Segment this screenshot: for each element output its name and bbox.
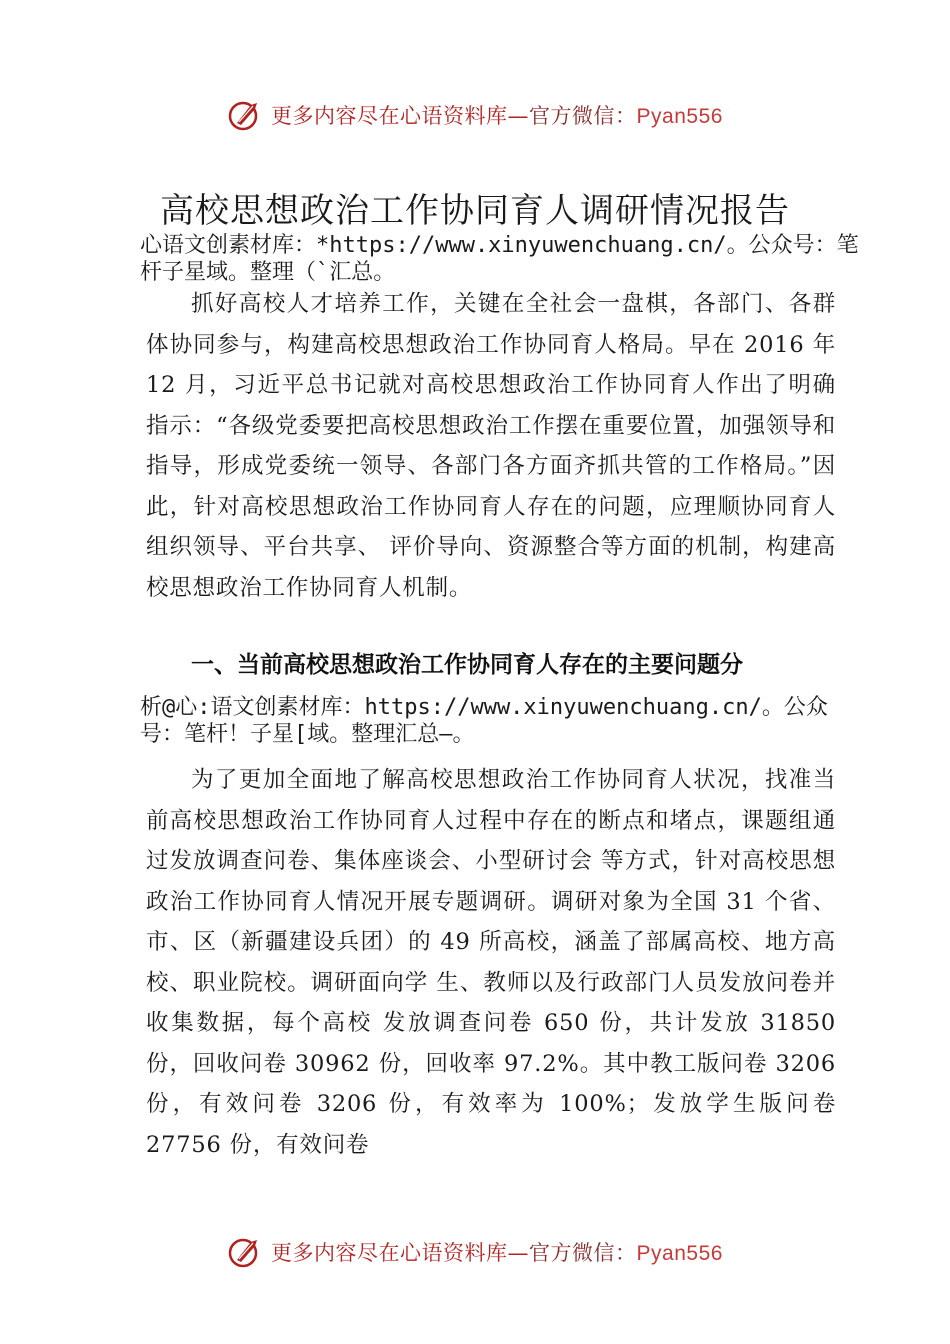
banner-main: 更多内容尽在心语资料库 (271, 104, 508, 128)
banner-dash: — (507, 1241, 530, 1265)
banner-wechat-id: Pyan556 (636, 1242, 723, 1265)
banner-wechat-id: Pyan556 (636, 105, 723, 128)
source-line-2: 析@心:语文创素材库：https://www.xinyuwenchuang.cn/。公众号：笔杆！子星[域。整理汇总—。 (140, 695, 828, 747)
banner-dash: — (507, 104, 530, 128)
section-1-heading: 一、当前高校思想政治工作协同育人存在的主要问题分 (191, 652, 743, 678)
source-line-1: 心语文创素材库：*https://www.xinyuwenchuang.cn/。公众号：笔杆子星域。整理（`汇总。 (140, 233, 859, 285)
banner-wechat-label: 官方微信： (529, 1241, 637, 1265)
header-banner (0, 95, 950, 135)
banner-main: 更多内容尽在心语资料库 (271, 1241, 508, 1265)
document-title: 高校思想政治工作协同育人调研情况报告 (160, 191, 790, 231)
banner-wechat-label: 官方微信： (529, 104, 637, 128)
banner-text (271, 100, 723, 130)
paragraph-2: 为了更加全面地了解高校思想政治工作协同育人状况，找准当前高校思想政治工作协同育人过程中存在的断点和堵点，课题组通过发放调查问卷、集体座谈会、小型研讨会 等方式，针对高校思想政治工作协同育人情况开展专题调研。调研对象为全国 31 个省、市、区（新疆建设兵团）的 49 所高校，涵盖了部属高校、地方高校、职业院校。调研面向学 生、教师以及行政部门人员发放问卷并收集数据，每个高校 发放调查问卷 650 份，共计发放 31850 份，回收问卷 30962 份，回收率 97.2%。其中教工版问卷 3206 份，有效问卷 3206 份，有效率为 100%；发放学生版问卷 27756 份，有效问卷 (146, 767, 836, 1158)
paragraph-1: 抓好高校人才培养工作，关键在全社会一盘棋，各部门、各群体协同参与，构建高校思想政治工作协同育人格局。早在 2016 年 12 月，习近平总书记就对高校思想政治工作协同育人作出了明确指示：“各级党委要把高校思想政治工作摆在重要位置，加强领导和指导，形成党委统一领导、各部门各方面齐抓共管的工作格局。”因此，针对高校思想政治工作协同育人存在的问题，应理顺协同育人组织领导、平台共享、 评价导向、资源整合等方面的机制，构建高校思想政治工作协同育人机制。 (146, 291, 836, 601)
pen-nib-logo-icon (227, 97, 263, 133)
footer-banner (0, 1232, 950, 1272)
pen-nib-logo-icon (227, 1234, 263, 1270)
banner-text (271, 1237, 723, 1267)
